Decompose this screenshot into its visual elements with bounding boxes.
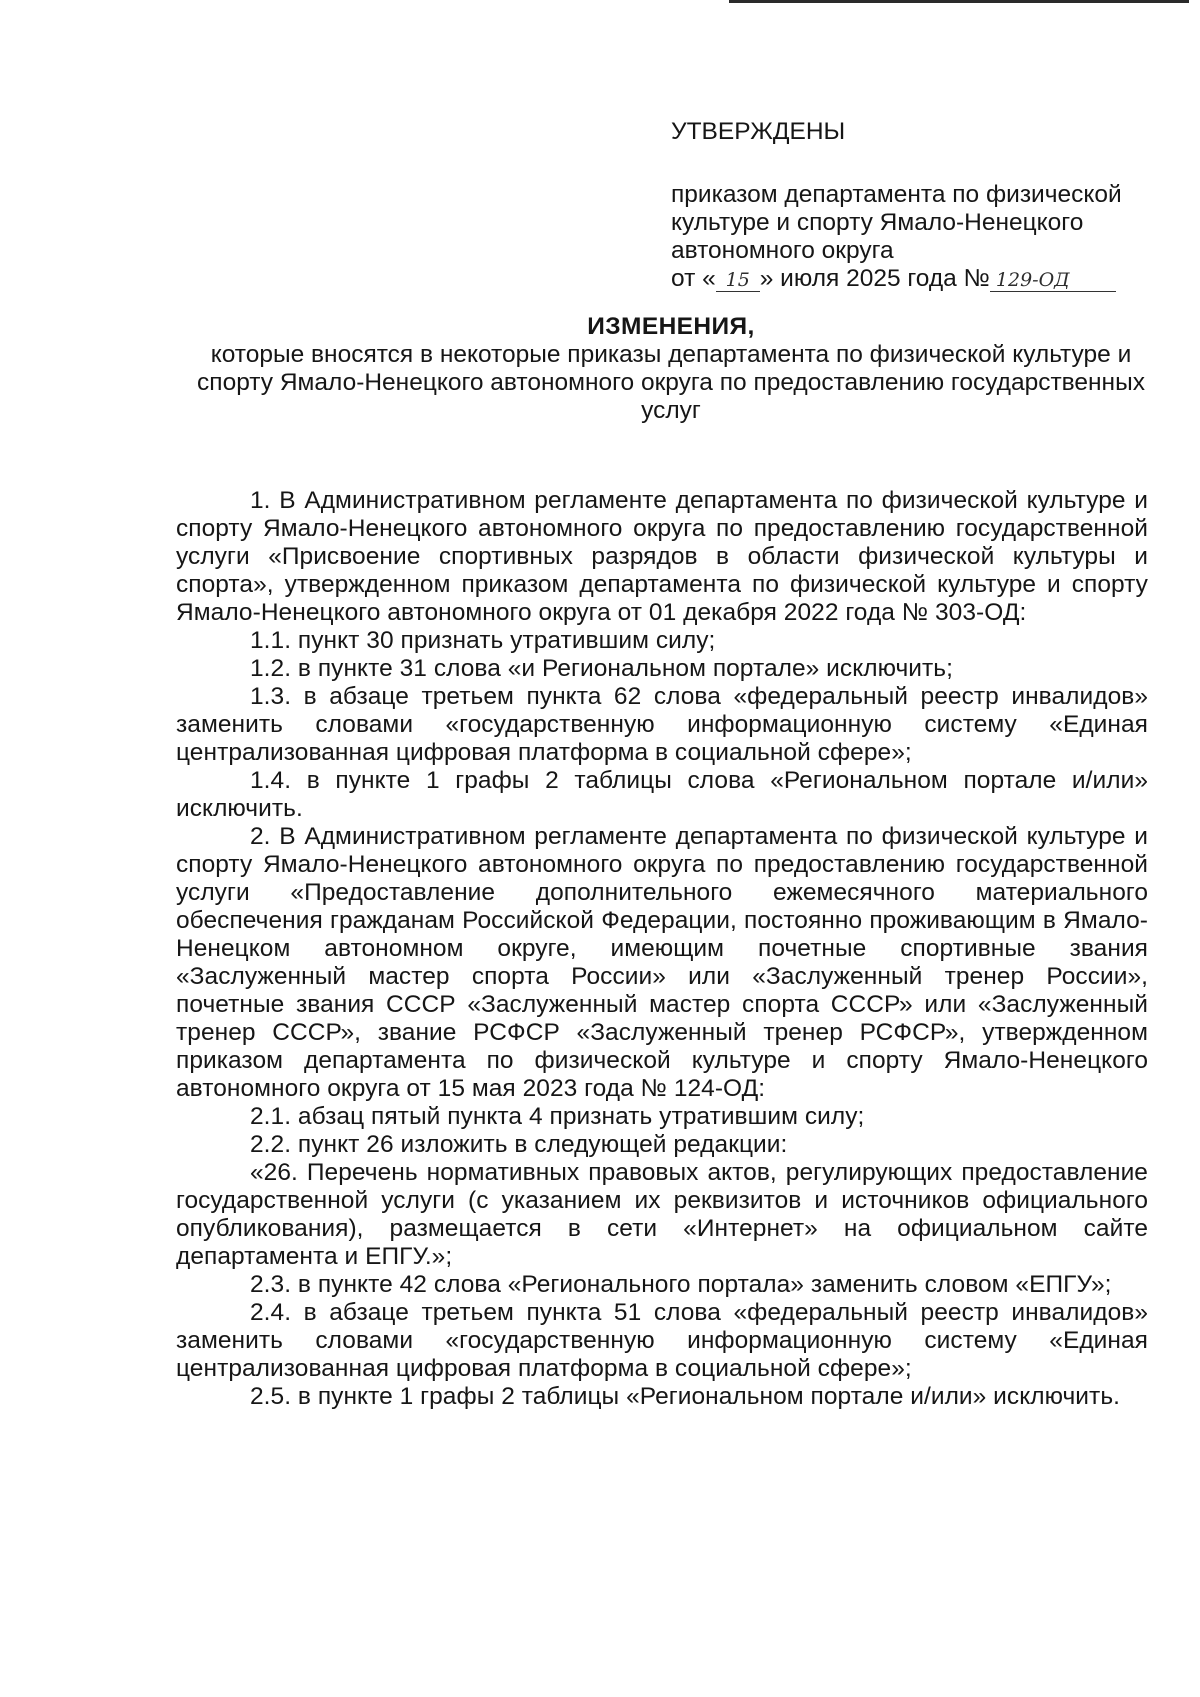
document-title: ИЗМЕНЕНИЯ, [587, 313, 755, 340]
paragraph-2-2: 2.2. пункт 26 изложить в следующей редакции: [250, 1131, 788, 1158]
paragraph-1-1: 1.1. пункт 30 признать утратившим силу; [250, 627, 716, 654]
approval-date-line [671, 265, 1171, 293]
paragraph-1-3: 1.3. в абзаце третьем пункта 62 слова «федеральный реестр инвалидов» заменить словами «государственную информационную систему «Единая централизованная цифровая платформа в социальной сфере»; [176, 683, 1148, 766]
document-subtitle: которые вносятся в некоторые приказы департамента по физической культуре и спорту Ямало-Ненецкого автономного округа по предоставлению государственных услуг [197, 341, 1145, 424]
paragraph-1-2: 1.2. в пункте 31 слова «и Региональном портале» исключить; [250, 655, 953, 682]
date-prefix: от « [671, 265, 716, 292]
paragraph-2-5: 2.5. в пункте 1 графы 2 таблицы «Региональном портале и/или» исключить. [250, 1383, 1120, 1410]
approval-line-2: культуре и спорту Ямало-Ненецкого [671, 209, 1084, 236]
paragraph-2-2-quote: «26. Перечень нормативных правовых актов, регулирующих предоставление государственной услуги (с указанием их реквизитов и источников официального опубликования), размещается в сети «Интернет» на официальном сайте департамента и ЕПГУ.»; [176, 1159, 1148, 1270]
paragraph-2: 2. В Административном регламенте департамента по физической культуре и спорту Ямало-Ненецкого автономного округа по предоставлению государственной услуги «Предоставление дополнительного ежемесячного материального обеспечения гражданам Российской Федерации, постоянно проживающим в Ямало-Ненецком автономном округе, имеющим почетные спортивные звания «Заслуженный мастер спорта России» или «Заслуженный тренер России», почетные звания СССР «Заслуженный мастер спорта СССР» или «Заслуженный тренер СССР», звание РСФСР «Заслуженный тренер РСФСР», утвержденном приказом департамента по физической культуре и спорту Ямало-Ненецкого автономного округа от 15 мая 2023 года № 124-ОД: [176, 823, 1148, 1102]
paragraph-1: 1. В Административном регламенте департамента по физической культуре и спорту Ямало-Ненецкого автономного округа по предоставлению государственной услуги «Присвоение спортивных разрядов в области физической культуры и спорта», утвержденном приказом департамента по физической культуре и спорту Ямало-Ненецкого автономного округа от 01 декабря 2022 года № 303-ОД: [176, 487, 1148, 626]
document-title-block [170, 313, 1172, 425]
paragraph-1-4: 1.4. в пункте 1 графы 2 таблицы слова «Региональном портале и/или» исключить. [176, 767, 1148, 822]
approval-heading: УТВЕРЖДЕНЫ [671, 118, 846, 145]
paragraph-2-1: 2.1. абзац пятый пункта 4 признать утратившим силу; [250, 1103, 865, 1130]
approval-line-3: автономного округа [671, 237, 894, 264]
paragraph-2-3: 2.3. в пункте 42 слова «Регионального портала» заменить словом «ЕПГУ»; [250, 1271, 1112, 1298]
paragraph-2-4: 2.4. в абзаце третьем пункта 51 слова «федеральный реестр инвалидов» заменить словами «государственную информационную систему «Единая централизованная цифровая платформа в социальной сфере»; [176, 1299, 1148, 1382]
approval-line-1: приказом департамента по физической [671, 181, 1122, 208]
handwritten-order-number: 129-ОД [990, 269, 1116, 292]
scan-edge-rule [729, 0, 1189, 3]
date-suffix: » июля 2025 года № [759, 265, 990, 292]
document-body [176, 487, 1148, 1411]
approval-stamp-block [671, 118, 1171, 293]
handwritten-day: 15 [716, 269, 760, 292]
